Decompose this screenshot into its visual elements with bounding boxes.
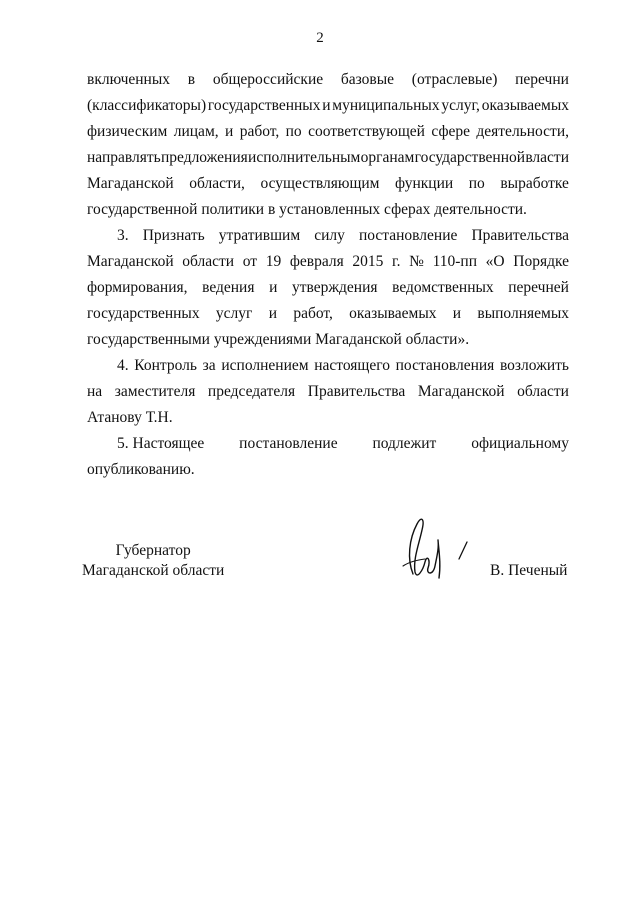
word: работ, bbox=[293, 305, 333, 322]
text-line bbox=[87, 460, 569, 480]
word: сфере bbox=[431, 123, 470, 140]
word: оказываемых bbox=[349, 305, 437, 322]
word: муниципальных bbox=[332, 97, 440, 114]
word: утратившим bbox=[218, 227, 301, 244]
word: 110-пп bbox=[432, 253, 478, 270]
word: услуг bbox=[215, 305, 253, 322]
word: исполнительным bbox=[248, 149, 361, 166]
word: Магаданской bbox=[417, 383, 505, 400]
word: области bbox=[182, 253, 235, 270]
word: соответствующей bbox=[308, 123, 425, 140]
word: выработке bbox=[500, 175, 569, 192]
word: Порядке bbox=[513, 253, 569, 270]
word: Правительства bbox=[471, 227, 569, 244]
word: по bbox=[468, 175, 485, 192]
word: Признать bbox=[142, 227, 205, 244]
word: постановление bbox=[239, 435, 338, 452]
word: лицам, bbox=[173, 123, 219, 140]
word: власти bbox=[525, 149, 569, 166]
text-line bbox=[87, 252, 569, 272]
word: общероссийские bbox=[212, 71, 324, 88]
word: 4. bbox=[117, 357, 129, 374]
text-line bbox=[87, 330, 569, 350]
word: направлять bbox=[87, 149, 161, 166]
word: перечней bbox=[508, 279, 569, 296]
word: и bbox=[269, 279, 278, 296]
word: председателя bbox=[207, 383, 296, 400]
word: базовые bbox=[340, 71, 395, 88]
signatory-title bbox=[82, 541, 224, 581]
word: 5. Настоящее bbox=[117, 435, 205, 452]
signature-block bbox=[0, 536, 640, 596]
text-line bbox=[87, 122, 569, 142]
word: формирования, bbox=[87, 279, 188, 296]
word: Правительства bbox=[307, 383, 406, 400]
word: (классификаторы) bbox=[87, 97, 207, 114]
text-line bbox=[87, 408, 569, 428]
word: и bbox=[322, 97, 331, 114]
word: области, bbox=[189, 175, 245, 192]
word: государственной bbox=[414, 149, 526, 166]
word: постановление bbox=[358, 227, 458, 244]
word: настоящего bbox=[314, 357, 390, 374]
word: от bbox=[242, 253, 258, 270]
handwritten-signature bbox=[395, 504, 485, 584]
word: деятельности, bbox=[476, 123, 569, 140]
word: Магаданской bbox=[87, 253, 174, 270]
word: области bbox=[517, 383, 569, 400]
word: Магаданской bbox=[87, 175, 174, 192]
word: и bbox=[268, 305, 277, 322]
text-line bbox=[87, 148, 569, 168]
word: осуществляющим bbox=[260, 175, 380, 192]
word: включенных bbox=[87, 71, 171, 88]
word: «О bbox=[485, 253, 505, 270]
signatory-name: В. Печеный bbox=[490, 562, 568, 579]
signatory-title-line-2: Магаданской области bbox=[82, 562, 225, 579]
word: оказываемых bbox=[481, 97, 569, 114]
word: возложить bbox=[499, 357, 569, 374]
signatory-title-line-1: Губернатор bbox=[115, 542, 191, 559]
text-line bbox=[117, 356, 569, 376]
word: органам bbox=[360, 149, 415, 166]
word: постановления bbox=[395, 357, 495, 374]
text-line bbox=[87, 278, 569, 298]
word: (отраслевые) bbox=[411, 71, 498, 88]
text-line bbox=[87, 200, 569, 220]
word: заместителя bbox=[114, 383, 196, 400]
text-line bbox=[87, 382, 569, 402]
word: подлежит bbox=[372, 435, 437, 452]
word: функции bbox=[395, 175, 454, 192]
word: официальному bbox=[471, 435, 569, 452]
word: г. bbox=[392, 253, 401, 270]
word: февраля bbox=[289, 253, 344, 270]
word: № bbox=[409, 253, 424, 270]
word: 19 bbox=[265, 253, 282, 270]
word: 3. bbox=[117, 227, 129, 244]
word: Контроль bbox=[134, 357, 197, 374]
word: в bbox=[187, 71, 196, 88]
word: силу bbox=[314, 227, 345, 244]
word: услуг, bbox=[441, 97, 480, 114]
text-line bbox=[117, 226, 569, 246]
word: 2015 bbox=[352, 253, 384, 270]
word: государственной политики в установленных сферах деятельности. bbox=[87, 201, 527, 218]
word: и bbox=[452, 305, 462, 322]
word: утверждения bbox=[291, 279, 378, 296]
word: предложения bbox=[160, 149, 248, 166]
word: работ, bbox=[239, 123, 280, 140]
text-line bbox=[117, 434, 569, 454]
word: ведения bbox=[202, 279, 255, 296]
word: Атанову Т.Н. bbox=[87, 409, 173, 426]
word: перечни bbox=[515, 71, 569, 88]
text-line bbox=[87, 174, 569, 194]
text-line bbox=[87, 304, 569, 324]
word: ведомственных bbox=[392, 279, 494, 296]
text-line bbox=[87, 96, 569, 116]
word: выполняемых bbox=[477, 305, 569, 322]
word: государственных bbox=[87, 305, 200, 322]
word: государственными учреждениями Магаданской области». bbox=[87, 331, 470, 348]
word: и bbox=[225, 123, 234, 140]
page-number: 2 bbox=[316, 30, 324, 46]
word: за bbox=[202, 357, 216, 374]
text-line bbox=[87, 70, 569, 90]
word: государственных bbox=[207, 97, 321, 114]
word: по bbox=[285, 123, 302, 140]
word: опубликованию. bbox=[87, 461, 195, 478]
word: исполнением bbox=[221, 357, 309, 374]
word: физическим bbox=[87, 123, 168, 140]
word: на bbox=[87, 383, 103, 400]
